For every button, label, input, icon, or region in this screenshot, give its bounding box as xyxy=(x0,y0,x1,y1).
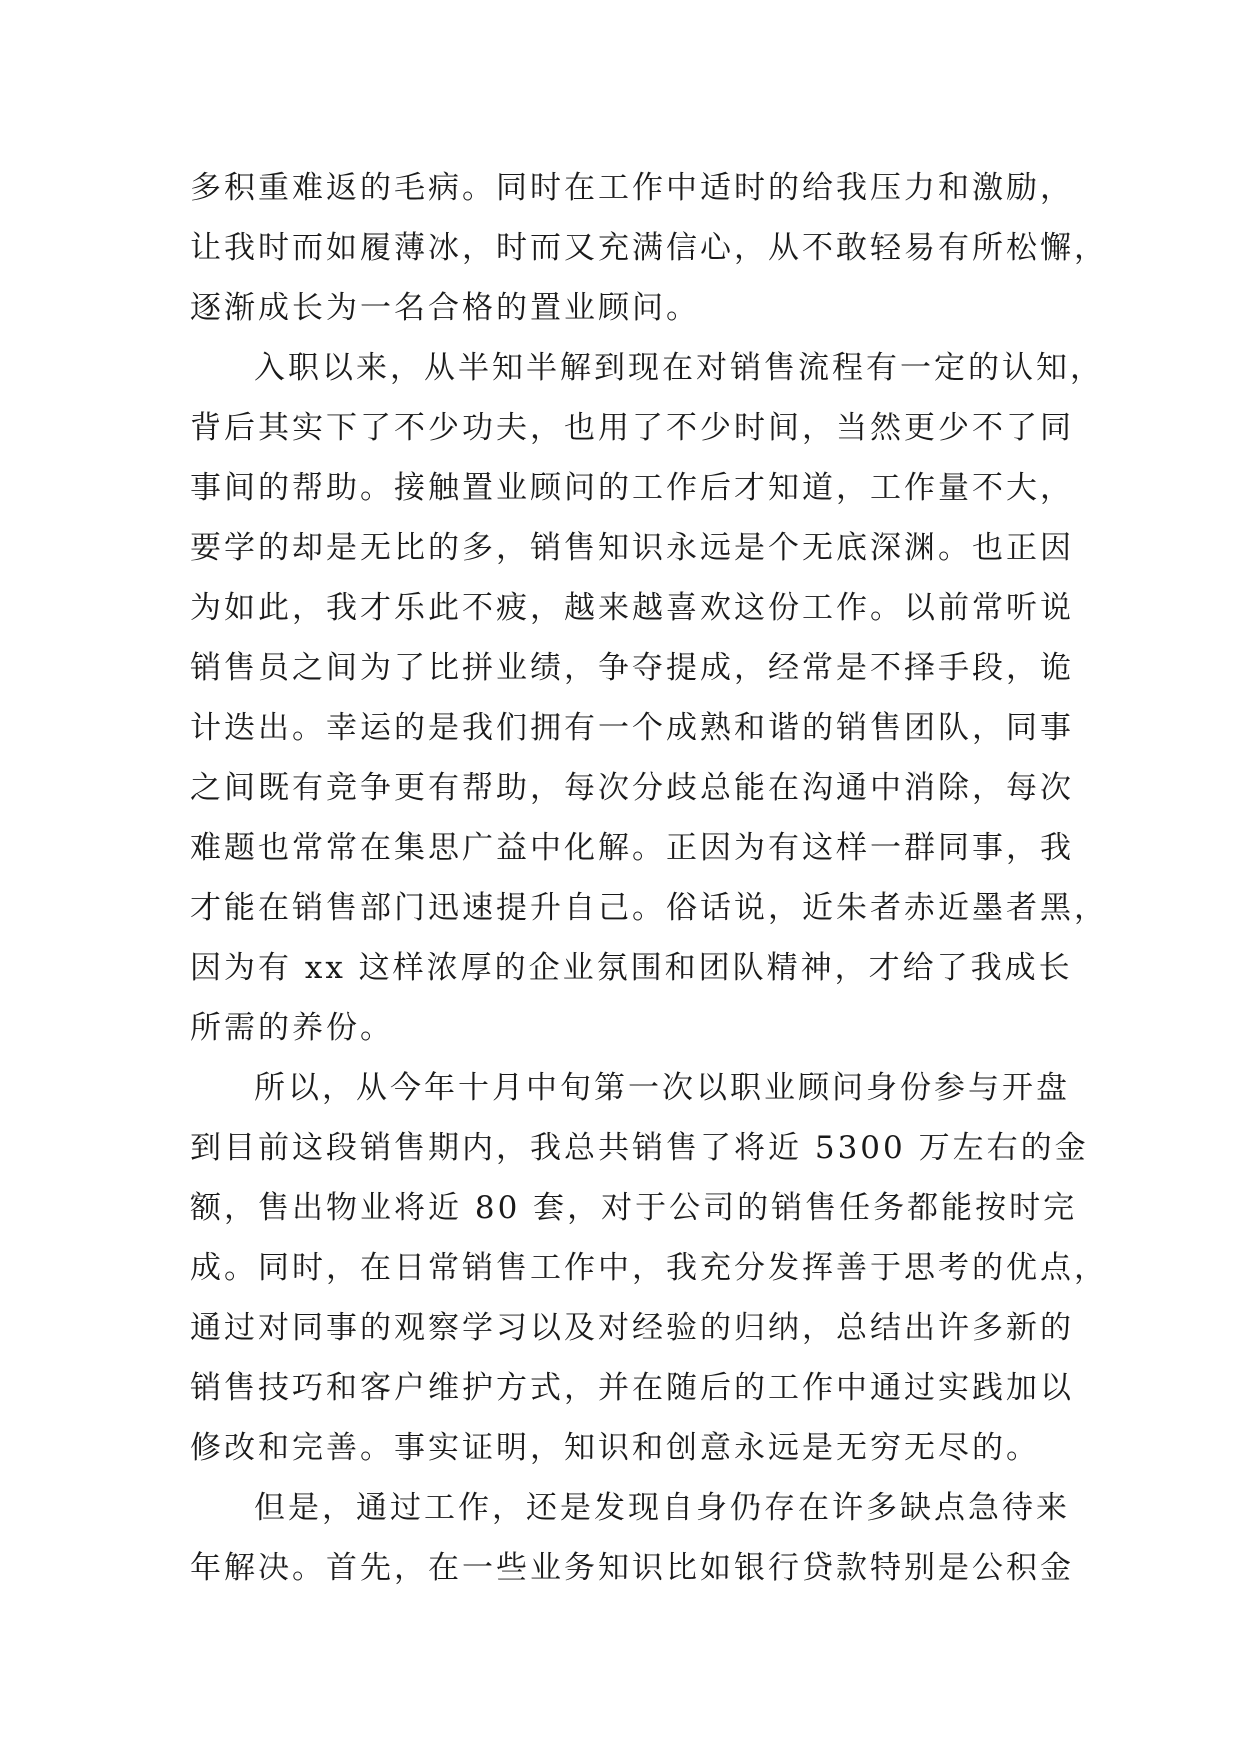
text-line: 修改和完善。事实证明，知识和创意永远是无穷无尽的。 xyxy=(190,1430,1040,1466)
text-line: 才能在销售部门迅速提升自己。俗话说，近朱者赤近墨者黑， xyxy=(190,890,1108,926)
text-line: 事间的帮助。接触置业顾问的工作后才知道，工作量不大， xyxy=(190,470,1074,506)
text-line: 难题也常常在集思广益中化解。正因为有这样一群同事，我 xyxy=(190,830,1074,866)
text-line: 销售技巧和客户维护方式，并在随后的工作中通过实践加以 xyxy=(190,1370,1074,1406)
paragraph-4 xyxy=(190,1478,1074,1598)
text-line: 要学的却是无比的多，销售知识永远是个无底深渊。也正因 xyxy=(190,530,1074,566)
text-line: 所以，从今年十月中旬第一次以职业顾问身份参与开盘 xyxy=(254,1070,1070,1106)
text-line: 到目前这段销售期内，我总共销售了将近 5300 万左右的金 xyxy=(190,1130,1089,1166)
text-line: 入职以来，从半知半解到现在对销售流程有一定的认知， xyxy=(254,350,1104,386)
paragraph-3 xyxy=(190,1058,1108,1478)
text-line: 但是，通过工作，还是发现自身仍存在许多缺点急待来 xyxy=(254,1490,1070,1526)
text-line: 计迭出。幸运的是我们拥有一个成熟和谐的销售团队，同事 xyxy=(190,710,1074,746)
paragraph-2 xyxy=(190,338,1108,1058)
paragraph-1 xyxy=(190,158,1108,338)
text-line: 因为有 xx 这样浓厚的企业氛围和团队精神，才给了我成长 xyxy=(190,950,1073,986)
text-line: 所需的养份。 xyxy=(190,1010,394,1046)
text-line: 让我时而如履薄冰，时而又充满信心，从不敢轻易有所松懈， xyxy=(190,230,1108,266)
text-line: 通过对同事的观察学习以及对经验的归纳，总结出许多新的 xyxy=(190,1310,1074,1346)
text-line: 多积重难返的毛病。同时在工作中适时的给我压力和激励， xyxy=(190,170,1074,206)
body-text xyxy=(190,158,1108,1598)
text-line: 之间既有竞争更有帮助，每次分歧总能在沟通中消除，每次 xyxy=(190,770,1074,806)
text-line: 背后其实下了不少功夫，也用了不少时间，当然更少不了同 xyxy=(190,410,1074,446)
text-line: 额，售出物业将近 80 套，对于公司的销售任务都能按时完 xyxy=(190,1190,1078,1226)
text-line: 成。同时，在日常销售工作中，我充分发挥善于思考的优点， xyxy=(190,1250,1108,1286)
text-line: 为如此，我才乐此不疲，越来越喜欢这份工作。以前常听说 xyxy=(190,590,1074,626)
text-line: 销售员之间为了比拼业绩，争夺提成，经常是不择手段，诡 xyxy=(190,650,1074,686)
text-line: 年解决。首先，在一些业务知识比如银行贷款特别是公积金 xyxy=(190,1550,1074,1586)
text-line: 逐渐成长为一名合格的置业顾问。 xyxy=(190,290,700,326)
